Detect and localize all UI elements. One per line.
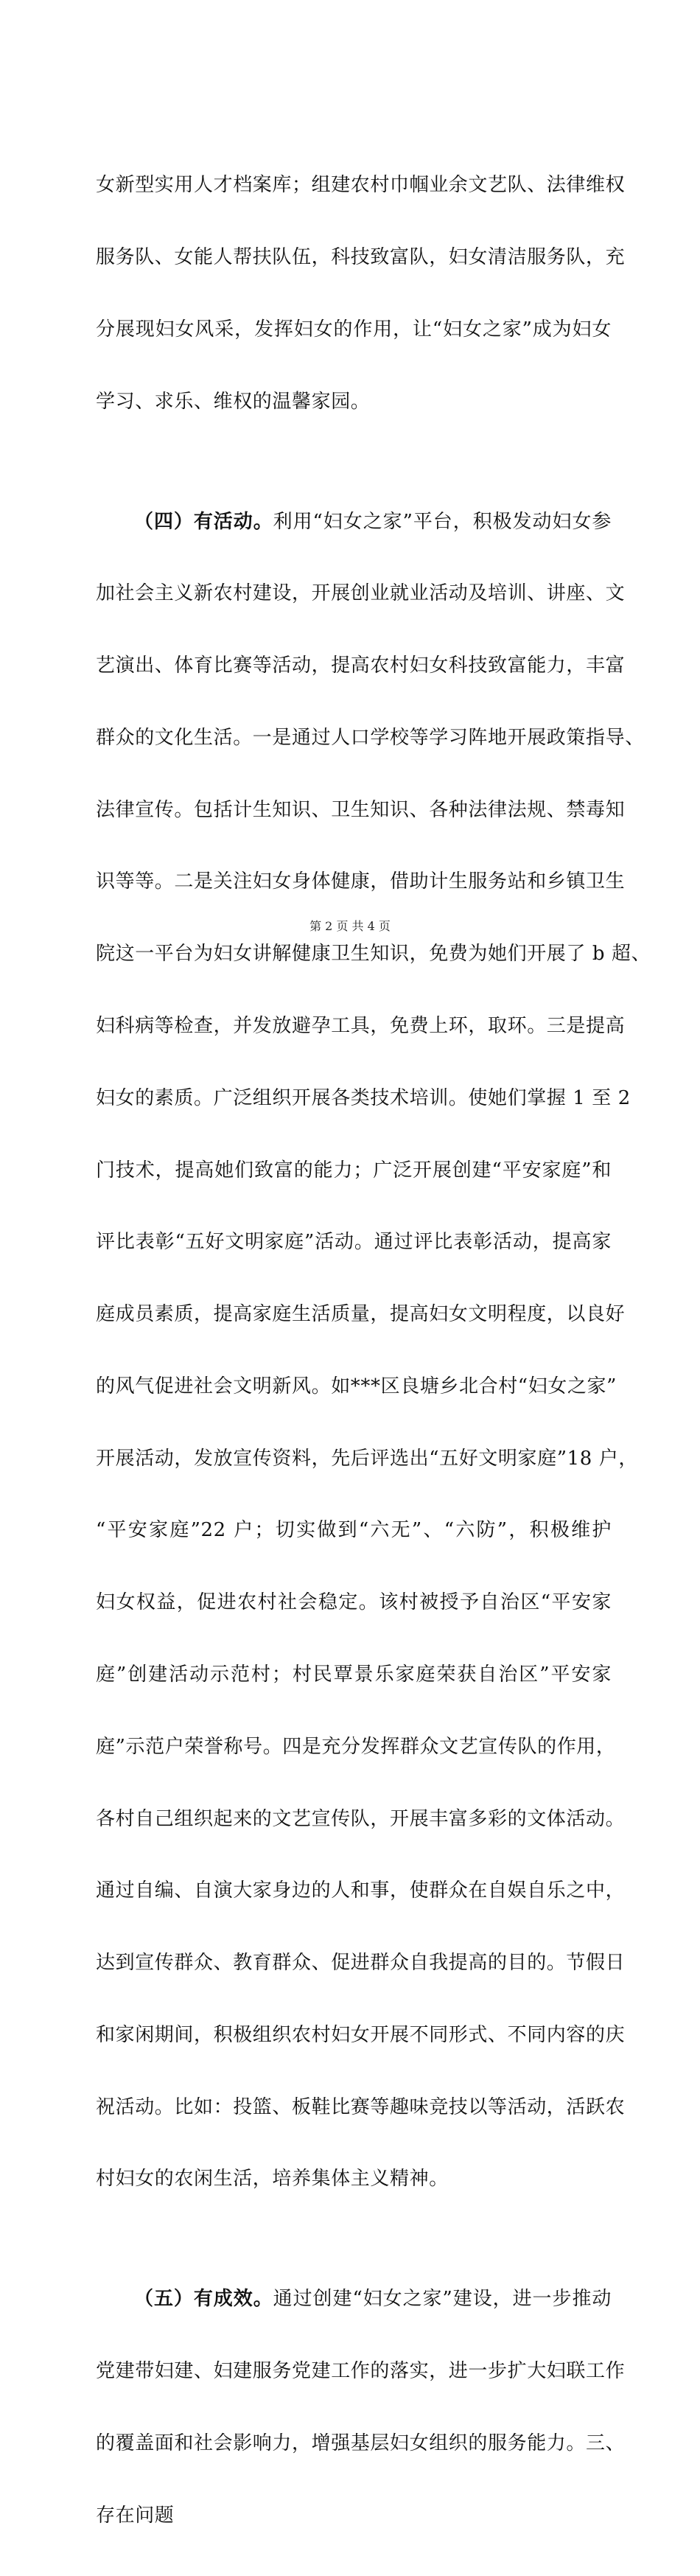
text-line: 分展现妇女风采，发挥妇女的作用，让“妇女之家”成为妇女 <box>96 318 612 341</box>
text-line: 村妇女的农闲生活，培养集体主义精神。 <box>96 2168 449 2191</box>
text-line: 党建带妇建、妇建服务党建工作的落实，进一步扩大妇联工作 <box>96 2360 626 2383</box>
text-line: 和家闲期间，积极组织农村妇女开展不同形式、不同内容的庆 <box>96 2023 626 2046</box>
text-line <box>96 510 612 534</box>
text-line: 的风气促进社会文明新风。如***区良塘乡北合村“妇女之家” <box>96 1375 617 1397</box>
text-line: 各村自己组织起来的文艺宣传队，开展丰富多彩的文体活动。 <box>96 1807 626 1830</box>
text-line: 存在问题 <box>96 2504 175 2527</box>
text-line: 的覆盖面和社会影响力，增强基层妇女组织的服务能力。三、 <box>96 2432 626 2454</box>
text-line: 庭”示范户荣誉称号。四是充分发挥群众文艺宣传队的作用， <box>96 1735 616 1758</box>
text-line: 庭”创建活动示范村；村民覃景乐家庭荣获自治区”平安家 <box>96 1664 612 1686</box>
text-line: 服务队、女能人帮扶队伍，科技致富队，妇女清洁服务队，充 <box>96 245 626 268</box>
text-line: 妇女的素质。广泛组织开展各类技术培训。使她们掌握 1 至 2 <box>96 1086 631 1109</box>
text-line: 通过自编、自演大家身边的人和事，使群众在自娱自乐之中， <box>96 1879 626 1902</box>
text-line <box>96 2287 612 2311</box>
paragraph-results <box>96 2239 626 2575</box>
paragraph-activities <box>96 461 651 2239</box>
text-line: 庭成员素质，提高家庭生活质量，提高妇女文明程度，以良好 <box>96 1303 626 1326</box>
text-line: 祝活动。比如：投篮、板鞋比赛等趣味竞技以等活动，活跃农 <box>96 2095 626 2118</box>
text-line: 群众的文化生活。一是通过人口学校等学习阵地开展政策指导、 <box>96 726 645 749</box>
paragraph-1 <box>96 125 626 461</box>
text-line: 达到宣传群众、教育群众、促进群众自我提高的目的。节假日 <box>96 1952 626 1975</box>
text-line: 院这一平台为妇女讲解健康卫生知识，免费为她们开展了 b 超、 <box>96 943 651 966</box>
page-footer: 第 2 页 共 4 页 <box>309 919 391 933</box>
document-body <box>96 125 651 2576</box>
text-line: 妇女权益，促进农村社会稳定。该村被授予自治区“平安家 <box>96 1591 612 1614</box>
text-line: “平安家庭”22 户；切实做到“六无”、“六防”，积极维护 <box>96 1519 612 1542</box>
text-line: 加社会主义新农村建设，开展创业就业活动及培训、讲座、文 <box>96 582 626 605</box>
text-line: 女新型实用人才档案库；组建农村巾帼业余文艺队、法律维权 <box>96 174 626 197</box>
text-run: 通过创建“妇女之家”建设，进一步推动 <box>273 2288 612 2311</box>
text-line: 识等等。二是关注妇女身体健康，借助计生服务站和乡镇卫生 <box>96 870 626 893</box>
text-line: 评比表彰“五好文明家庭”活动。通过评比表彰活动，提高家 <box>96 1231 612 1254</box>
text-line: 门技术，提高她们致富的能力；广泛开展创建“平安家庭”和 <box>96 1159 612 1181</box>
text-line: 艺演出、体育比赛等活动，提高农村妇女科技致富能力，丰富 <box>96 655 626 677</box>
text-line: 开展活动，发放宣传资料，先后评选出“五好文明家庭”18 户， <box>96 1447 638 1470</box>
text-line: 妇科病等检查，并发放避孕工具，免费上环，取环。三是提高 <box>96 1014 626 1037</box>
section-heading-activities: （四）有活动。 <box>134 510 273 533</box>
text-line: 学习、求乐、维权的温馨家园。 <box>96 390 371 413</box>
section-heading-results: （五）有成效。 <box>134 2288 273 2311</box>
text-run: 利用“妇女之家”平台，积极发动妇女参 <box>273 510 612 533</box>
text-line: 法律宣传。包括计生知识、卫生知识、各种法律法规、禁毒知 <box>96 798 626 821</box>
